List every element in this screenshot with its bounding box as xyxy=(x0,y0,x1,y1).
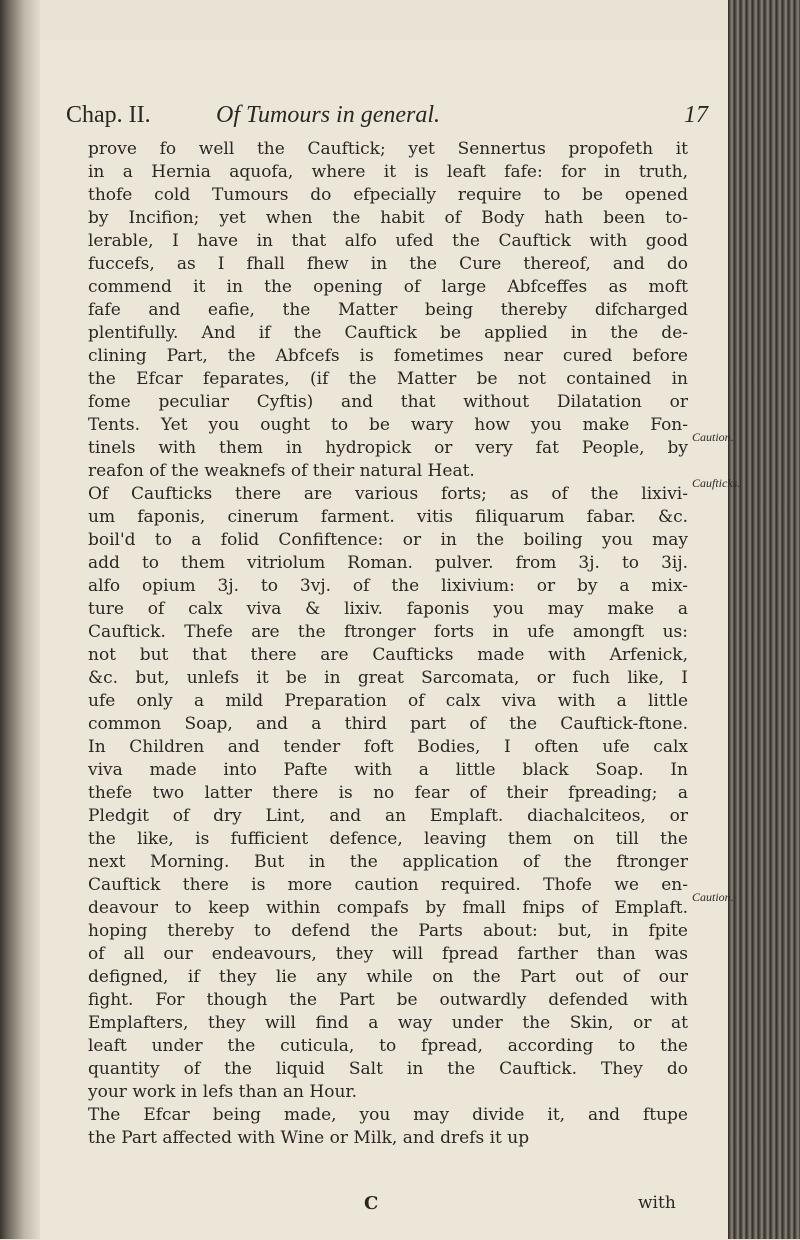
text-line: quantity of the liquid Salt in the Cauftick. They do xyxy=(88,1059,688,1079)
text-line: ture of calx viva & lixiv. faponis you may make a xyxy=(88,599,688,619)
text-line: lerable, I have in that alfo ufed the Cauftick with good xyxy=(88,231,688,251)
text-line: plentifully. And if the Cauftick be applied in the de- xyxy=(88,323,688,343)
text-line: hoping thereby to defend the Parts about: but, in fpite xyxy=(88,921,688,941)
text-line: next Morning. But in the application of the ftronger xyxy=(88,852,688,872)
text-line: Emplafters, they will find a way under the Skin, or at xyxy=(88,1013,688,1033)
text-line: ufe only a mild Preparation of calx viva with a little xyxy=(88,691,688,711)
text-line: fuccefs, as I fhall fhew in the Cure thereof, and do xyxy=(88,254,688,274)
text-line: &c. but, unlefs it be in great Sarcomata, or fuch like, I xyxy=(88,668,688,688)
text-line: prove fo well the Cauftick; yet Sennertus propofeth it xyxy=(88,139,688,159)
text-line: fome peculiar Cyftis) and that without Dilatation or xyxy=(88,392,688,412)
text-line: the Efcar feparates, (if the Matter be not contained in xyxy=(88,369,688,389)
text-line: thefe two latter there is no fear of their fpreading; a xyxy=(88,783,688,803)
text-line: of all our endeavours, they will fpread farther than was xyxy=(88,944,688,964)
body-text xyxy=(88,138,688,1150)
text-line: Tents. Yet you ought to be wary how you make Fon- xyxy=(88,415,688,435)
text-line: deavour to keep within compafs by fmall fnips of Emplaft. xyxy=(88,898,688,918)
text-line: your work in lefs than an Hour. xyxy=(88,1082,358,1102)
text-line: clining Part, the Abfcefs is fometimes near cured before xyxy=(88,346,688,366)
text-line: commend it in the opening of large Abfceffes as moft xyxy=(88,277,688,297)
margin-note-caution-1: Caution. xyxy=(692,430,734,444)
text-line: thofe cold Tumours do efpecially require to be opened xyxy=(88,185,688,205)
text-line: Cauftick there is more caution required. Thofe we en- xyxy=(88,875,688,895)
text-line: The Efcar being made, you may divide it, and ftupe xyxy=(88,1105,688,1125)
running-title: Of Tumours in general. xyxy=(216,102,441,128)
text-line: leaft under the cuticula, to fpread, according to the xyxy=(88,1036,688,1056)
page-edge-stack xyxy=(728,0,800,1239)
page-number: 17 xyxy=(684,102,708,128)
text-line: boil'd to a folid Confiftence: or in the boiling you may xyxy=(88,530,688,550)
text-line: not but that there are Caufticks made with Arfenick, xyxy=(88,645,688,665)
text-line: defigned, if they lie any while on the Part out of our xyxy=(88,967,688,987)
text-line: add to them vitriolum Roman. pulver. from 3j. to 3ij. xyxy=(88,553,688,573)
margin-note-caution-2: Caution. xyxy=(692,890,734,904)
margin-note-caufticks: Caufticks. xyxy=(692,476,741,490)
text-line: the like, is fufficient defence, leaving them on till the xyxy=(88,829,688,849)
text-line: tinels with them in hydropick or very fat People, by xyxy=(88,438,688,458)
catchword: with xyxy=(638,1193,676,1213)
running-header xyxy=(66,102,716,138)
text-line: um faponis, cinerum farment. vitis filiquarum fabar. &c. xyxy=(88,507,688,527)
text-line: fight. For though the Part be outwardly defended with xyxy=(88,990,688,1010)
text-line: fafe and eafie, the Matter being thereby difcharged xyxy=(88,300,688,320)
signature-mark: C xyxy=(364,1193,379,1214)
text-line: Cauftick. Thefe are the ftronger forts in ufe amongft us: xyxy=(88,622,688,642)
chapter-label: Chap. II. xyxy=(66,102,151,128)
text-line: in a Hernia aquofa, where it is leaft fafe: for in truth, xyxy=(88,162,688,182)
text-line: viva made into Pafte with a little black Soap. In xyxy=(88,760,688,780)
text-line: alfo opium 3j. to 3vj. of the lixivium: or by a mix- xyxy=(88,576,688,596)
text-line: Pledgit of dry Lint, and an Emplaft. diachalciteos, or xyxy=(88,806,688,826)
text-line: Of Caufticks there are various forts; as of the lixivi- xyxy=(88,484,688,504)
text-line: reafon of the weaknefs of their natural Heat. xyxy=(88,461,475,481)
page-gutter-shadow xyxy=(0,0,40,1239)
text-line: common Soap, and a third part of the Cauftick-ftone. xyxy=(88,714,688,734)
text-line: the Part affected with Wine or Milk, and drefs it up xyxy=(88,1128,530,1148)
text-line: by Incifion; yet when the habit of Body hath been to- xyxy=(88,208,688,228)
text-line: In Children and tender foft Bodies, I often ufe calx xyxy=(88,737,688,757)
